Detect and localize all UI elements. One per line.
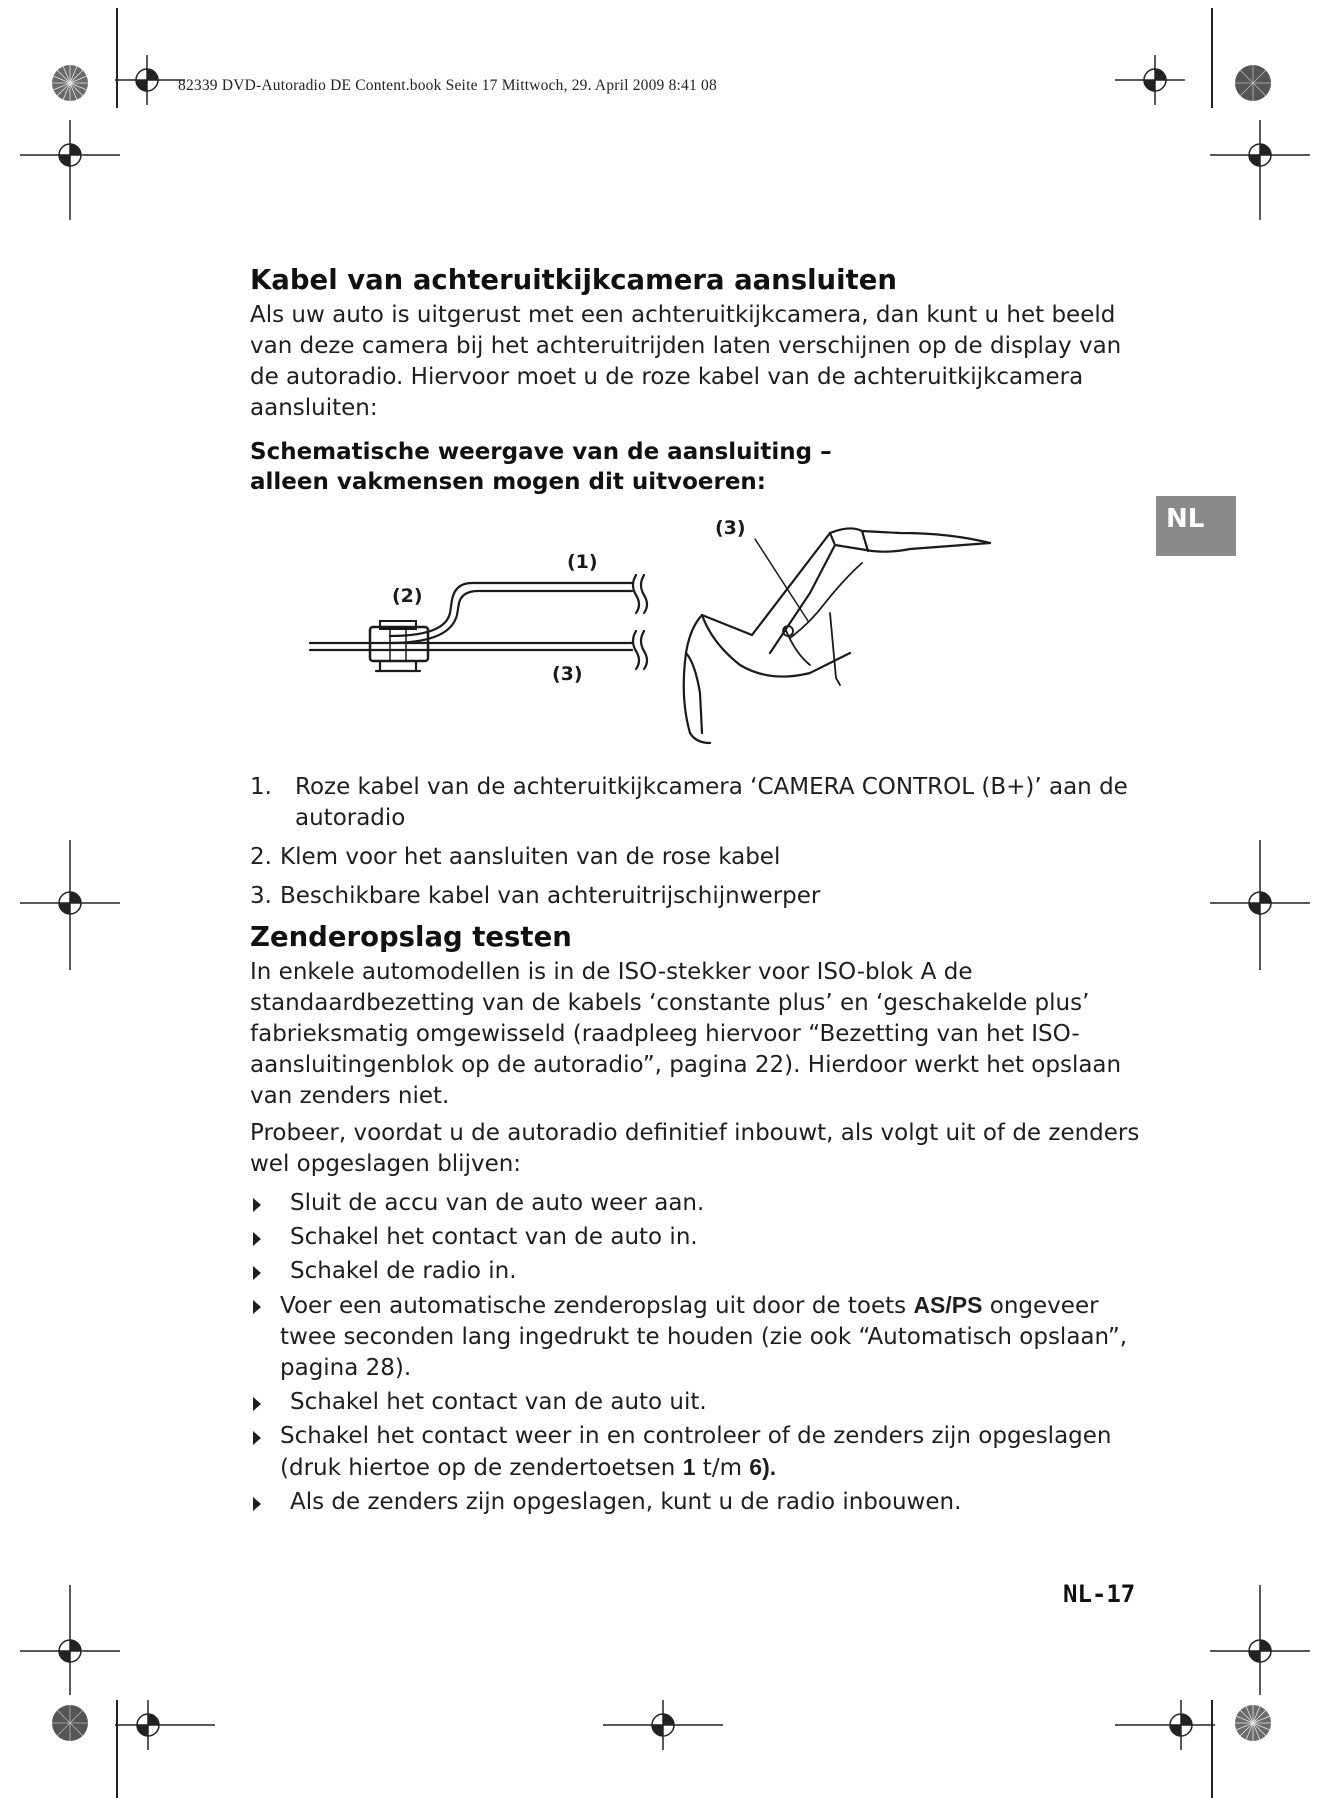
figure-label-3-left: (3) (552, 663, 583, 685)
language-tab-label: NL (1166, 504, 1205, 534)
station-test-paragraph-2: Probeer, voordat u de autoradio definitief inbouwt, als volgt uit of de zenders wel opgeslagen blijven: (250, 1120, 1140, 1177)
legend-item-text: Roze kabel van de achteruitkijkcamera ‘CAMERA CONTROL (B+)’ aan de autoradio (295, 774, 1128, 831)
step-text-part: t/m (695, 1455, 750, 1481)
step-text: Als de zenders zijn opgeslagen, kunt u de radio inbouwen. (290, 1489, 962, 1515)
crosshair-mark-right-3 (1210, 1585, 1310, 1695)
bullet-triangle-icon (253, 1397, 261, 1411)
section-title-station-test: Zenderopslag testen (250, 921, 572, 953)
trim-line-right-bottom (1211, 1700, 1213, 1798)
registration-starburst-bottom-left (50, 1703, 90, 1743)
bullet-triangle-icon (253, 1497, 261, 1511)
trim-line-right-top (1211, 8, 1213, 108)
legend-item-text: Beschikbare kabel van achteruitrijschijnwerper (280, 883, 821, 909)
step-item (250, 1421, 1140, 1484)
step-item (250, 1188, 1140, 1219)
main-content (250, 263, 1140, 1521)
crosshair-mark-right-1 (1210, 120, 1310, 220)
step-text-part: Voer een automatische zenderopslag uit door de toets (280, 1293, 914, 1319)
bullet-triangle-icon (253, 1266, 261, 1280)
language-tab (1156, 496, 1236, 556)
crosshair-mark-bottom-2 (1115, 1700, 1215, 1750)
figure-legend-list (250, 772, 1140, 912)
crosshair-mark-left-3 (20, 1585, 120, 1695)
crosshair-mark-left-1 (20, 120, 120, 220)
bullet-triangle-icon (253, 1198, 261, 1212)
registration-starburst-top-right (1233, 63, 1273, 103)
step-item (250, 1487, 1140, 1518)
section-title-camera: Kabel van achteruitkijkcamera aansluiten (250, 264, 897, 296)
step-text-end: ). (762, 1454, 777, 1480)
step-text-part: Schakel het contact weer in en controleer of de zenders zijn opgeslagen (druk hiertoe op de zendertoetsen (280, 1423, 1112, 1481)
key-label-1: 1 (682, 1454, 696, 1480)
legend-item-number: 2. (250, 844, 272, 870)
schematic-drawing (250, 503, 1140, 753)
step-text-part: ongeveer twee seconden lang ingedrukt te houden (zie ook “Automatisch opslaan”, pagina 28). (280, 1293, 1128, 1381)
key-label-as-ps: AS/PS (913, 1292, 983, 1318)
step-text: Schakel het contact van de auto in. (290, 1224, 698, 1250)
crosshair-mark-top-1 (115, 55, 185, 105)
legend-item (250, 842, 1140, 873)
print-header-info: 82339 DVD-Autoradio DE Content.book Seite 17 Mittwoch, 29. April 2009 8:41 08 (178, 77, 717, 94)
bullet-triangle-icon (253, 1300, 261, 1314)
registration-starburst-bottom-right (1233, 1703, 1273, 1743)
registration-starburst-top-left (50, 63, 90, 103)
intro-paragraph: Als uw auto is uitgerust met een achteruitkijkcamera, dan kunt u het beeld van deze camera bij het achteruitrijden laten verschijnen op de display van de autoradio. Hiervoor moet u de roze kabel van de achteruitkijkcamera aansluiten: (250, 302, 1122, 421)
step-text: Schakel het contact van de auto uit. (290, 1389, 707, 1415)
station-test-paragraph-1: In enkele automodellen is in de ISO-stekker voor ISO-blok A de standaardbezetting van de kabels ‘constante plus’ en ‘geschakelde plus’ fabrieksmatig omgewisseld (raadpleeg hiervoor “Bezetting van het ISO-aansluitingenblok op de autoradio”, pagina 22). Hierdoor werkt het opslaan van zenders niet. (250, 959, 1122, 1109)
step-text: Sluit de accu van de auto weer aan. (290, 1190, 705, 1216)
figure-label-2: (2) (392, 585, 423, 607)
bullet-triangle-icon (253, 1232, 261, 1246)
figure-label-3-right: (3) (715, 517, 746, 539)
station-test-steps (250, 1188, 1140, 1518)
legend-item-text: Klem voor het aansluiten van de rose kabel (280, 844, 781, 870)
crosshair-mark-bottom-1 (115, 1700, 215, 1750)
crosshair-mark-bottom-center (603, 1700, 723, 1750)
connection-schematic-figure (250, 503, 1140, 753)
trim-line-left-bottom (116, 1700, 118, 1798)
key-label-6: 6 (749, 1454, 763, 1480)
crosshair-mark-top-2 (1115, 55, 1185, 105)
page-number: NL-17 (1063, 1580, 1136, 1608)
step-text: Schakel de radio in. (290, 1258, 517, 1284)
step-item (250, 1256, 1140, 1287)
schematic-heading-line1: Schematische weergave van de aansluiting – (250, 439, 832, 465)
crosshair-mark-left-2 (20, 840, 120, 970)
legend-item-number: 1. (250, 774, 272, 800)
trim-line-left-top (116, 8, 118, 108)
legend-item (250, 881, 1140, 912)
step-item (250, 1387, 1140, 1418)
legend-item (250, 772, 1140, 834)
schematic-heading (250, 437, 1140, 497)
legend-item-number: 3. (250, 883, 272, 909)
schematic-heading-line2: alleen vakmensen mogen dit uitvoeren: (250, 469, 767, 495)
bullet-triangle-icon (253, 1431, 261, 1445)
crosshair-mark-right-2 (1210, 840, 1310, 970)
step-item (250, 1222, 1140, 1253)
step-item (250, 1290, 1140, 1384)
figure-label-1: (1) (567, 551, 598, 573)
